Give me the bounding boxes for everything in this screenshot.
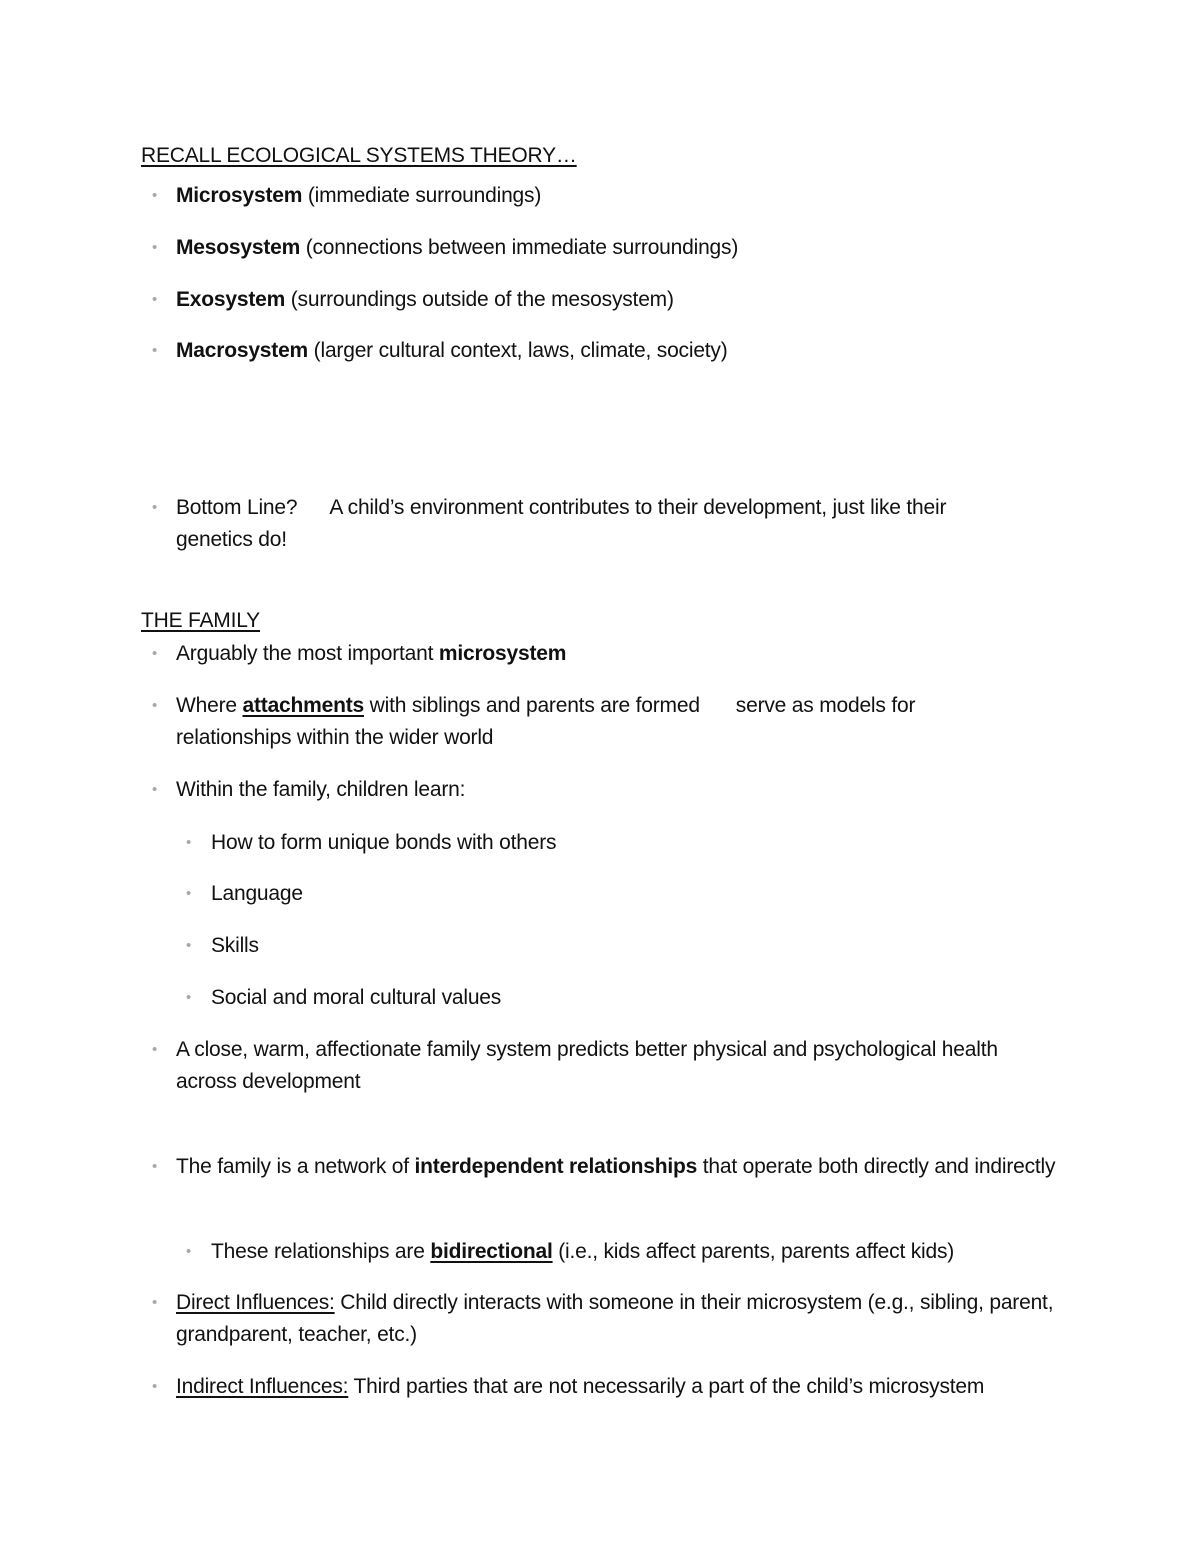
- term-microsystem: Microsystem: [176, 184, 303, 207]
- term-exosystem: Exosystem: [176, 288, 286, 311]
- bullet-icon: •: [152, 1378, 158, 1395]
- bullet-icon: •: [152, 697, 158, 714]
- list-item-direct-influences: • Direct Influences: Child directly interacts with someone in their microsystem (e.g., sibling, parent, grandparent, teacher, etc.): [176, 1287, 1056, 1351]
- sub-item-skills: • Skills: [211, 930, 1091, 962]
- bullet-icon: •: [152, 291, 158, 308]
- bullet-icon: •: [152, 1294, 158, 1311]
- term-mesosystem: Mesosystem: [176, 236, 301, 259]
- bullet-icon: •: [152, 781, 158, 798]
- bullet-icon: •: [186, 937, 192, 954]
- section-heading-ecological-systems: RECALL ECOLOGICAL SYSTEMS THEORY…: [141, 144, 577, 167]
- bullet-icon: •: [152, 239, 158, 256]
- bullet-icon: •: [186, 834, 192, 851]
- list-item-exosystem: • Exosystem (surroundings outside of the mesosystem): [176, 284, 1056, 316]
- bullet-icon: •: [186, 989, 192, 1006]
- list-item-close-warm: • A close, warm, affectionate family system predicts better physical and psychological health across development: [176, 1034, 1056, 1098]
- list-item-mesosystem: • Mesosystem (connections between immediate surroundings): [176, 232, 1056, 264]
- bullet-icon: •: [152, 499, 158, 516]
- list-item-interdependent: • The family is a network of interdependent relationships that operate both directly and indirectly: [176, 1151, 1056, 1183]
- list-item-learn-intro: • Within the family, children learn:: [176, 774, 1056, 806]
- bullet-icon: •: [152, 342, 158, 359]
- indirect-influences-label: Indirect Influences:: [176, 1375, 349, 1398]
- bullet-icon: •: [152, 645, 158, 662]
- list-item-indirect-influences: • Indirect Influences: Third parties that are not necessarily a part of the child’s microsystem: [176, 1371, 1056, 1403]
- sub-item-bidirectional: • These relationships are bidirectional (i.e., kids affect parents, parents affect kids): [211, 1236, 1091, 1268]
- sub-item-bonds: • How to form unique bonds with others: [211, 827, 1091, 859]
- direct-influences-label: Direct Influences:: [176, 1291, 335, 1314]
- list-item-microsystem: • Microsystem (immediate surroundings): [176, 180, 1056, 212]
- term-macrosystem: Macrosystem: [176, 339, 309, 362]
- bullet-icon: •: [186, 1243, 192, 1260]
- bullet-icon: •: [152, 1041, 158, 1058]
- list-item-bottom-line: • Bottom Line? A child’s environment contributes to their development, just like their genetics do!: [176, 492, 1016, 556]
- bottom-line-label: Bottom Line?: [176, 496, 298, 519]
- list-item-most-important: • Arguably the most important microsystem: [176, 638, 1056, 670]
- term-interdependent: interdependent relationships: [414, 1155, 698, 1178]
- bullet-icon: •: [152, 187, 158, 204]
- section-heading-family: THE FAMILY: [141, 609, 260, 632]
- list-item-attachments: • Where attachments with siblings and parents are formed serve as models for relationships within the wider world: [176, 690, 976, 754]
- term-bidirectional: bidirectional: [430, 1240, 553, 1263]
- bullet-icon: •: [152, 1158, 158, 1175]
- list-item-macrosystem: • Macrosystem (larger cultural context, laws, climate, society): [176, 335, 1056, 367]
- term-attachments: attachments: [242, 694, 365, 717]
- sub-item-language: • Language: [211, 878, 1091, 910]
- bullet-icon: •: [186, 885, 192, 902]
- sub-item-values: • Social and moral cultural values: [211, 982, 1091, 1014]
